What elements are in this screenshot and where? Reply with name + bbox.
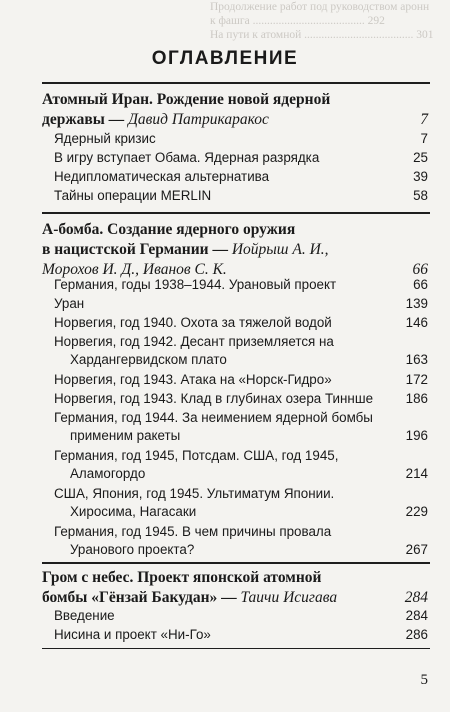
bleed-line: Продолжение работ под руководством аронн — [210, 1, 430, 13]
entry-title: Германия, год 1945. В чем причины провала — [54, 524, 332, 539]
section-author: Морохов И. Д., Иванов С. К. — [42, 261, 227, 278]
bleed-through-text — [210, 0, 450, 42]
entry-page-number: 196 — [405, 428, 428, 443]
toc-entry[interactable] — [54, 523, 428, 559]
section-title-2[interactable] — [42, 220, 428, 280]
page-title: ОГЛАВЛЕНИЕ — [151, 48, 299, 69]
toc-entry[interactable] — [54, 295, 428, 313]
section-author: Давид Патрикаракос — [128, 111, 269, 128]
entry-title-cont: Аламогордо — [70, 466, 146, 481]
section-page-number: 284 — [404, 589, 428, 606]
entry-page-number: 229 — [405, 504, 428, 519]
entry-title: Норвегия, год 1940. Охота за тяжелой водой — [54, 315, 332, 330]
entry-title: Норвегия, год 1943. Атака на «Норск-Гидро» — [54, 372, 332, 387]
entry-page-number: 172 — [405, 372, 428, 387]
section-divider — [42, 82, 430, 84]
entry-title-cont: Уранового проекта? — [70, 542, 195, 557]
entry-page-number: 267 — [405, 542, 428, 557]
toc-entry[interactable] — [54, 314, 428, 332]
entry-title-cont: применим ракеты — [70, 428, 181, 443]
entry-page-number: 7 — [420, 131, 428, 146]
section-title-line: в нацистской Германии — — [42, 241, 228, 258]
entry-title: Недипломатическая альтернатива — [54, 169, 270, 184]
entry-title: Германия, год 1945, Потсдам. США, год 1945, — [54, 448, 339, 463]
entry-page-number: 186 — [405, 391, 428, 406]
page-number: 5 — [420, 672, 428, 688]
entry-page-number: 163 — [405, 352, 428, 367]
section-divider — [42, 648, 430, 649]
entry-title: Уран — [54, 296, 85, 311]
entry-page-number: 286 — [405, 627, 428, 642]
entry-title: Ядерный кризис — [54, 131, 156, 146]
entry-page-number: 66 — [413, 277, 428, 292]
section-title-line: Гром с небес. Проект японской атомной — [42, 569, 322, 586]
section-title-line: бомбы «Гёнзай Бакудан» — — [42, 589, 237, 606]
entry-page-number: 214 — [405, 466, 428, 481]
entry-page-number: 146 — [405, 315, 428, 330]
entry-page-number: 25 — [413, 150, 428, 165]
toc-entry[interactable] — [54, 276, 428, 294]
toc-entry[interactable] — [54, 626, 428, 644]
entry-page-number: 284 — [405, 608, 428, 623]
toc-entry[interactable] — [54, 390, 428, 408]
bleed-line: к фашга ....................................... 292 — [210, 15, 385, 27]
entry-title-cont: Хиросима, Нагасаки — [70, 504, 197, 519]
toc-entry[interactable] — [54, 485, 428, 521]
section-title-3[interactable] — [42, 568, 428, 608]
section-title-line: А-бомба. Создание ядерного оружия — [42, 221, 296, 238]
toc-entry[interactable] — [54, 168, 428, 186]
entry-title: Германия, годы 1938–1944. Урановый проект — [54, 277, 337, 292]
entry-title: Введение — [54, 608, 115, 623]
bleed-line: На пути к атомной ...................................... 301 — [210, 29, 434, 41]
section-title-1[interactable] — [42, 90, 428, 130]
section-page-number: 66 — [412, 261, 428, 278]
toc-entry[interactable] — [54, 607, 428, 625]
section-divider — [42, 562, 430, 564]
entry-title: Норвегия, год 1942. Десант приземляется на — [54, 334, 334, 349]
entry-page-number: 58 — [413, 188, 428, 203]
toc-entry[interactable] — [54, 333, 428, 369]
section-author: Таичи Исигава — [240, 589, 338, 606]
toc-entry[interactable] — [54, 447, 428, 483]
toc-entry[interactable] — [54, 371, 428, 389]
entry-title-cont: Хардангервидском плато — [70, 352, 227, 367]
entry-title: США, Япония, год 1945. Ультиматум Японии. — [54, 486, 335, 501]
section-title-line: Атомный Иран. Рождение новой ядерной — [42, 91, 331, 108]
entry-title: Нисина и проект «Ни-Го» — [54, 627, 211, 642]
toc-entry[interactable] — [54, 130, 428, 148]
entry-title: Германия, год 1944. За неимением ядерной бомбы — [54, 410, 373, 425]
section-divider — [42, 212, 430, 214]
entry-page-number: 139 — [405, 296, 428, 311]
entry-title: Тайны операции MERLIN — [54, 188, 212, 203]
section-author: Иойрыш А. И., — [231, 241, 329, 258]
section-page-number: 7 — [420, 111, 428, 128]
entry-title: Норвегия, год 1943. Клад в глубинах озера Тиннше — [54, 391, 374, 406]
entry-title: В игру вступает Обама. Ядерная разрядка — [54, 150, 320, 165]
toc-entry[interactable] — [54, 187, 428, 205]
toc-entry[interactable] — [54, 149, 428, 167]
section-title-line: державы — — [42, 111, 125, 128]
entry-page-number: 39 — [413, 169, 428, 184]
toc-entry[interactable] — [54, 409, 428, 445]
